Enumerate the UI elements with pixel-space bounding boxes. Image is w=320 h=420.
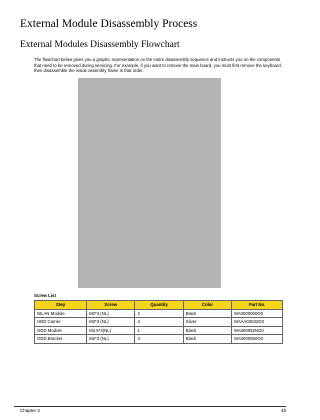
cell-step: WLAN Module <box>35 309 87 318</box>
cell-quantity: 2 <box>135 309 183 318</box>
cell-screw: M2*3 (NL) <box>87 335 135 344</box>
cell-step: ODD Bracket <box>35 335 87 344</box>
cell-part-no: MAAA03032G0 <box>232 318 283 327</box>
table-header-row <box>35 301 283 310</box>
page-title: External Module Disassembly Process <box>20 18 198 30</box>
section-title: External Modules Disassembly Flowchart <box>20 40 180 50</box>
cell-color: Black <box>183 335 231 344</box>
column-header-screw: Screw <box>87 301 135 310</box>
cell-screw: M2.5*3(NL) <box>87 326 135 335</box>
footer-page-number: 45 <box>280 408 286 413</box>
table-row <box>35 309 283 318</box>
cell-part-no: MA0000060G0 <box>232 309 283 318</box>
screw-list-table <box>34 300 283 344</box>
cell-color: Black <box>183 309 231 318</box>
column-header-quantity: Quantity <box>135 301 183 310</box>
cell-screw: M3*3 (NL) <box>87 318 135 327</box>
screw-list-title: Screw List <box>34 293 56 298</box>
table-row <box>35 326 283 335</box>
cell-quantity: 1 <box>135 326 183 335</box>
cell-quantity: 4 <box>135 318 183 327</box>
cell-screw: M2*3 (NL) <box>87 309 135 318</box>
footer-divider <box>14 406 286 407</box>
column-header-color: Color <box>183 301 231 310</box>
cell-part-no: MA0000060G0 <box>232 335 283 344</box>
column-header-part-no: Part No. <box>232 301 283 310</box>
intro-paragraph: The flowchart below gives you a graphic representation on the entire disassembly sequence and instructs you on the components that need to be removed during servicing. For example, if you want to remove the main board, you must first remove the keyboard, then disassemble the inside assembly frame in that order. <box>34 57 282 74</box>
cell-step: HDD Carrier <box>35 318 87 327</box>
table-row <box>35 318 283 327</box>
column-header-step: Step <box>35 301 87 310</box>
cell-step: ODD Module <box>35 326 87 335</box>
footer-chapter: Chapter 3 <box>20 408 40 413</box>
cell-color: Black <box>183 326 231 335</box>
flowchart-image <box>78 78 221 288</box>
cell-color: Silver <box>183 318 231 327</box>
cell-quantity: 3 <box>135 335 183 344</box>
table-row <box>35 335 283 344</box>
cell-part-no: MA000092NG0 <box>232 326 283 335</box>
